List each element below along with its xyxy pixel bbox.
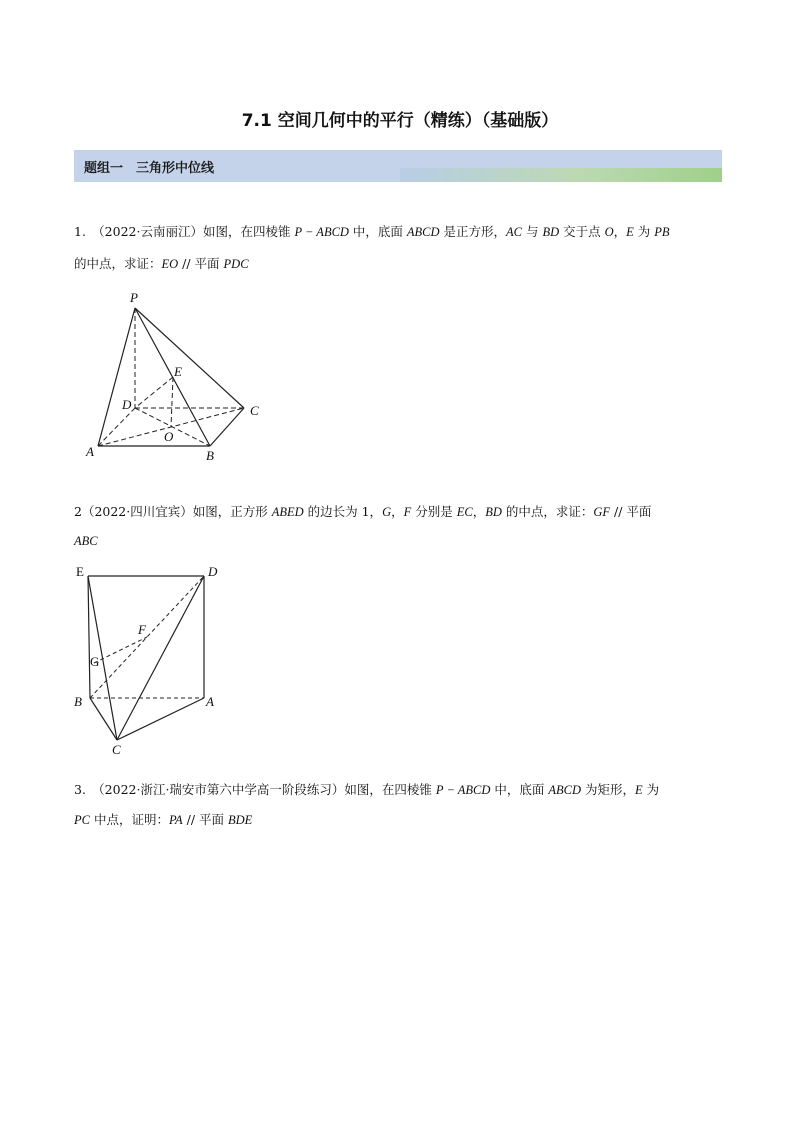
edge-AC bbox=[117, 698, 204, 740]
text-segment: 是正方形， bbox=[439, 224, 507, 239]
section-header-bar bbox=[74, 150, 722, 182]
section-header-accent bbox=[400, 168, 722, 182]
text-segment: ， bbox=[391, 504, 404, 519]
text-segment: ， bbox=[472, 504, 486, 519]
label-P: P bbox=[130, 290, 138, 305]
math-expression: E bbox=[635, 783, 643, 797]
math-expression: GF bbox=[593, 505, 611, 519]
math-expression: P − ABCD bbox=[294, 225, 349, 239]
text-segment: // 平面 bbox=[610, 504, 652, 519]
text-segment: // 平面 bbox=[182, 812, 228, 827]
label-A: A bbox=[206, 694, 214, 709]
text-segment: 中，底面 bbox=[490, 782, 549, 797]
problem-3-text-line-2 bbox=[74, 810, 252, 828]
text-segment: 为 bbox=[642, 782, 660, 797]
label-C: C bbox=[250, 403, 259, 418]
problem-2-text-line-1 bbox=[74, 502, 651, 520]
text-segment: 1. （2022·云南丽江）如图，在四棱锥 bbox=[74, 224, 295, 239]
seg-EO bbox=[171, 377, 173, 427]
text-segment: 2（2022·四川宜宾）如图，正方形 bbox=[74, 504, 272, 519]
math-expression: PDC bbox=[223, 257, 249, 271]
label-O: O bbox=[164, 429, 174, 444]
label-D: D bbox=[122, 397, 132, 412]
text-segment: 为矩形， bbox=[581, 782, 636, 797]
problem-1-text-line-1 bbox=[74, 222, 670, 240]
edge-EB bbox=[88, 576, 90, 698]
edge-PC bbox=[135, 308, 244, 408]
label-E: E bbox=[76, 564, 84, 579]
math-expression: E bbox=[626, 225, 634, 239]
text-segment: 分别是 bbox=[411, 504, 457, 519]
edge-DC bbox=[117, 576, 204, 740]
text-segment: 的中点，求证： bbox=[501, 504, 594, 519]
edge-PA bbox=[98, 308, 135, 446]
seg-ED bbox=[135, 377, 173, 408]
math-expression: EO bbox=[161, 257, 179, 271]
math-expression: O bbox=[604, 225, 614, 239]
page-title: 7.1 空间几何中的平行（精练）（基础版） bbox=[241, 111, 559, 131]
label-B: B bbox=[206, 448, 214, 463]
text-segment: 的边长为 1， bbox=[303, 504, 383, 519]
math-expression: ABED bbox=[271, 505, 304, 519]
label-D: D bbox=[208, 564, 218, 579]
label-F: F bbox=[138, 622, 146, 637]
text-segment: 3. （2022·浙江·瑞安市第六中学高一阶段练习）如图，在四棱锥 bbox=[74, 782, 436, 797]
text-segment: 为 bbox=[633, 224, 655, 239]
problem-1-figure-pyramid bbox=[80, 288, 280, 464]
text-segment: 的中点，求证： bbox=[74, 256, 162, 271]
math-expression: BDE bbox=[227, 813, 253, 827]
math-expression: PA bbox=[168, 813, 183, 827]
label-A: A bbox=[86, 444, 94, 459]
math-expression: BD bbox=[485, 505, 502, 519]
problem-1-text-line-2 bbox=[74, 254, 249, 272]
edge-BC bbox=[210, 408, 244, 446]
label-B: B bbox=[74, 694, 82, 709]
math-expression: ABC bbox=[74, 534, 98, 548]
text-segment: ， bbox=[613, 224, 627, 239]
text-segment: 与 bbox=[522, 224, 543, 239]
text-segment: // 平面 bbox=[178, 256, 224, 271]
text-segment: 交于点 bbox=[559, 224, 605, 239]
problem-2-figure-prism bbox=[70, 560, 240, 760]
math-expression: BD bbox=[542, 225, 560, 239]
text-segment: 中，底面 bbox=[348, 224, 407, 239]
math-expression: PC bbox=[74, 813, 90, 827]
problem-3-text-line-1 bbox=[74, 780, 659, 798]
label-C: C bbox=[112, 742, 121, 757]
math-expression: P − ABCD bbox=[435, 783, 491, 797]
label-G: G bbox=[90, 654, 100, 669]
math-expression: AC bbox=[506, 225, 523, 239]
text-segment: 中点，证明： bbox=[89, 812, 169, 827]
math-expression: F bbox=[403, 505, 412, 519]
math-expression: ABCD bbox=[406, 225, 440, 239]
math-expression: ABCD bbox=[548, 783, 582, 797]
math-expression: EC bbox=[456, 505, 473, 519]
math-expression: G bbox=[382, 505, 392, 519]
section-header-label: 题组一 三角形中位线 bbox=[84, 161, 215, 176]
label-E: E bbox=[174, 364, 182, 379]
problem-2-text-line-2 bbox=[74, 533, 98, 549]
seg-GF bbox=[94, 637, 147, 663]
math-expression: PB bbox=[654, 225, 670, 239]
